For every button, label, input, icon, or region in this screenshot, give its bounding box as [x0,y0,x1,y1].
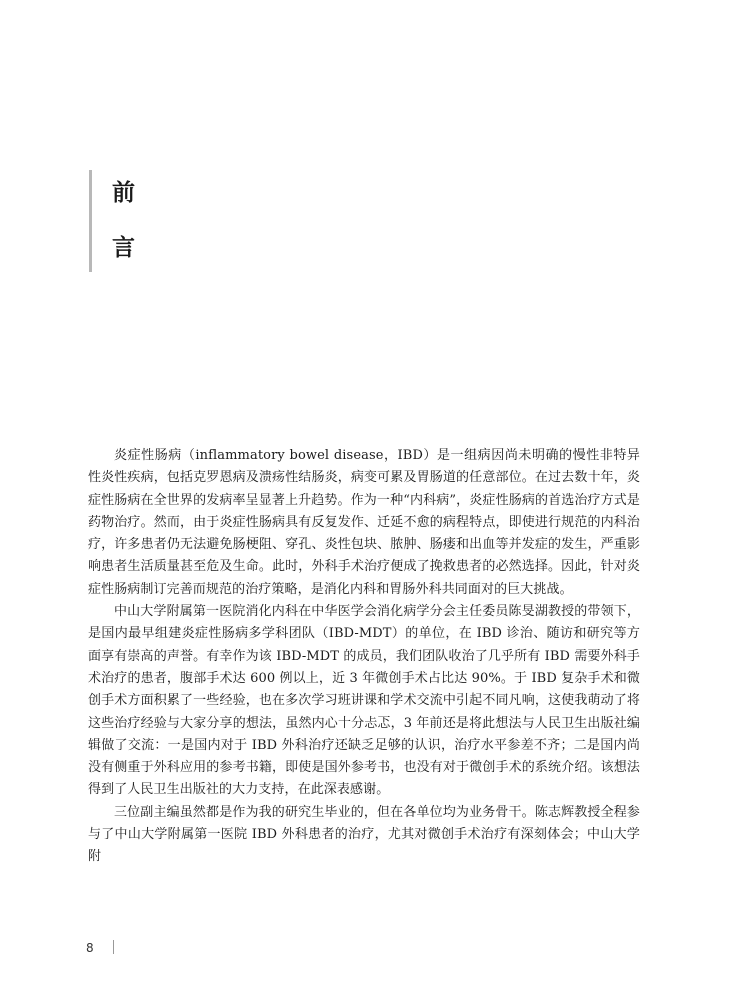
chapter-title-bar [89,170,92,272]
page-number: 8 [86,941,94,955]
paragraph-3: 三位副主编虽然都是作为我的研究生毕业的，但在各单位均为业务骨干。陈志辉教授全程参与了中山大学附属第一医院 IBD 外科患者的治疗，尤其对微创手术治疗有深刻体会；中山大学附 [88,804,640,865]
footer-divider [113,940,114,954]
chapter-title-char-2: 言 [112,234,135,261]
paragraph-2: 中山大学附属第一医院消化内科在中华医学会消化病学分会主任委员陈旻湖教授的带领下，是国内最早组建炎症性肠病多学科团队（IBD-MDT）的单位，在 IBD 诊治、随访和研究等方面享有崇高的声誉。有幸作为该 IBD-MDT 的成员，我们团队收治了几乎所有 IBD 需要外科手术治疗的患者，腹部手术达 600 例以上，近 3 年微创手术占比达 90%。于 IBD 复杂手术和微创手术方面积累了一些经验，也在多次学习班讲课和学术交流中引起不同凡响，这使我萌动了将这些治疗经验与大家分享的想法，虽然内心十分忐忑，3 年前还是将此想法与人民卫生出版社编辑做了交流：一是国内对于 IBD 外科治疗还缺乏足够的认识，治疗水平参差不齐；二是国内尚没有侧重于外科应用的参考书籍，即使是国外参考书，也没有对于微创手术的系统介绍。该想法得到了人民卫生出版社的大力支持，在此深表感谢。 [88,604,640,798]
paragraph-1: 炎症性肠病（inflammatory bowel disease，IBD）是一组病因尚未明确的慢性非特异性炎性疾病，包括克罗恩病及溃疡性结肠炎，病变可累及胃肠道的任意部位。在过去数十年，炎症性肠病在全世界的发病率呈显著上升趋势。作为一种“内科病”，炎症性肠病的首选治疗方式是药物治疗。然而，由于炎症性肠病具有反复发作、迁延不愈的病程特点，即使进行规范的内科治疗，许多患者仍无法避免肠梗阻、穿孔、炎性包块、脓肿、肠瘘和出血等并发症的发生，严重影响患者生活质量甚至危及生命。此时，外科手术治疗便成了挽救患者的必然选择。因此，针对炎症性肠病制订完善而规范的治疗策略，是消化内科和胃肠外科共同面对的巨大挑战。 [88,448,640,597]
body-text [88,445,640,869]
chapter-title-char-1: 前 [112,179,135,206]
